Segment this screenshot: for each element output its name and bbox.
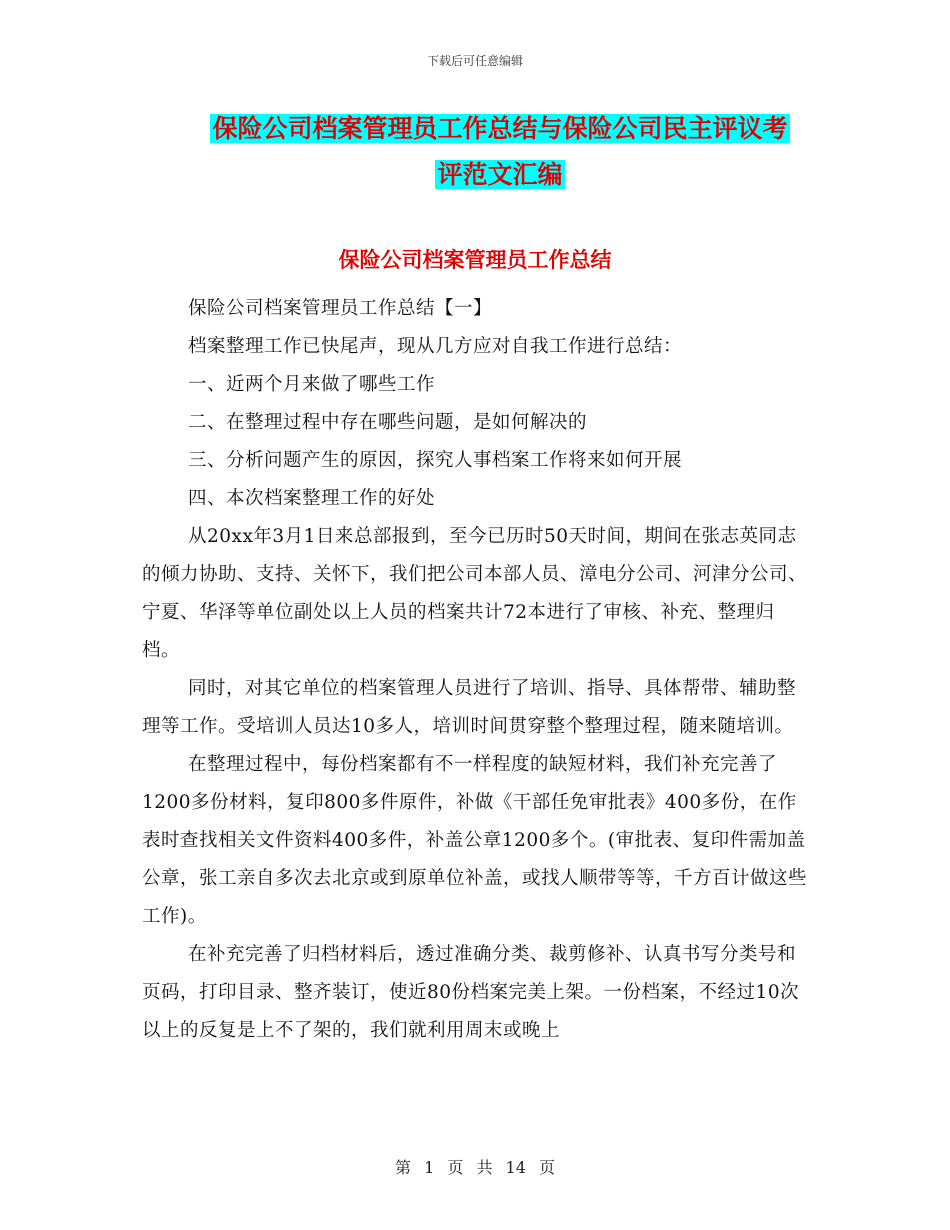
subheading: 保险公司档案管理员工作总结【一】 <box>188 298 493 319</box>
document-title-line-2: 评范文汇编 <box>437 160 563 189</box>
body-paragraph: 同时，对其它单位的档案管理人员进行了培训、指导、具体帮带、辅助整理等工作。受培训人员达10多人，培训时间贯穿整个整理过程，随来随培训。 <box>142 678 797 737</box>
document-title <box>140 106 860 198</box>
outline-item-1: 一、近两个月来做了哪些工作 <box>188 374 436 395</box>
outline-item-4: 四、本次档案整理工作的好处 <box>188 488 436 509</box>
body-paragraph: 从20xx年3月1日来总部报到，至今已历时50天时间，期间在张志英同志的倾力协助、支持、关怀下，我们把公司本部人员、漳电分公司、河津分公司、宁夏、华泽等单位副处以上人员的档案共计72本进行了审核、补充、整理归档。 <box>142 526 808 661</box>
body-paragraph: 在补充完善了归档材料后，透过准确分类、裁剪修补、认真书写分类号和页码，打印目录、整齐装订，使近80份档案完美上架。一份档案，不经过10次以上的反复是上不了架的，我们就利用周末或晚上 <box>142 944 800 1041</box>
header-note: 下载后可任意编辑 <box>426 54 523 68</box>
outline-item-3: 三、分析问题产生的原因，探究人事档案工作将来如何开展 <box>188 450 683 471</box>
document-body <box>142 290 812 1050</box>
section-title: 保险公司档案管理员工作总结 <box>338 248 612 272</box>
outline-item-2: 二、在整理过程中存在哪些问题，是如何解决的 <box>188 412 588 433</box>
body-paragraph: 在整理过程中，每份档案都有不一样程度的缺短材料，我们补充完善了1200多份材料，复印800多件原件，补做《干部任免审批表》400多份，在作表时查找相关文件资料400多件，补盖公章1200多个。(审批表、复印件需加盖公章，张工亲自多次去北京或到原单位补盖，或找人顺带等等，千方百计做这些工作)。 <box>142 754 808 927</box>
page-footer: 第 1 页 共 14 页 <box>395 1158 555 1177</box>
intro-paragraph: 档案整理工作已快尾声，现从几方应对自我工作进行总结： <box>188 336 683 357</box>
document-title-line-1: 保险公司档案管理员工作总结与保险公司民主评议考 <box>212 114 788 143</box>
